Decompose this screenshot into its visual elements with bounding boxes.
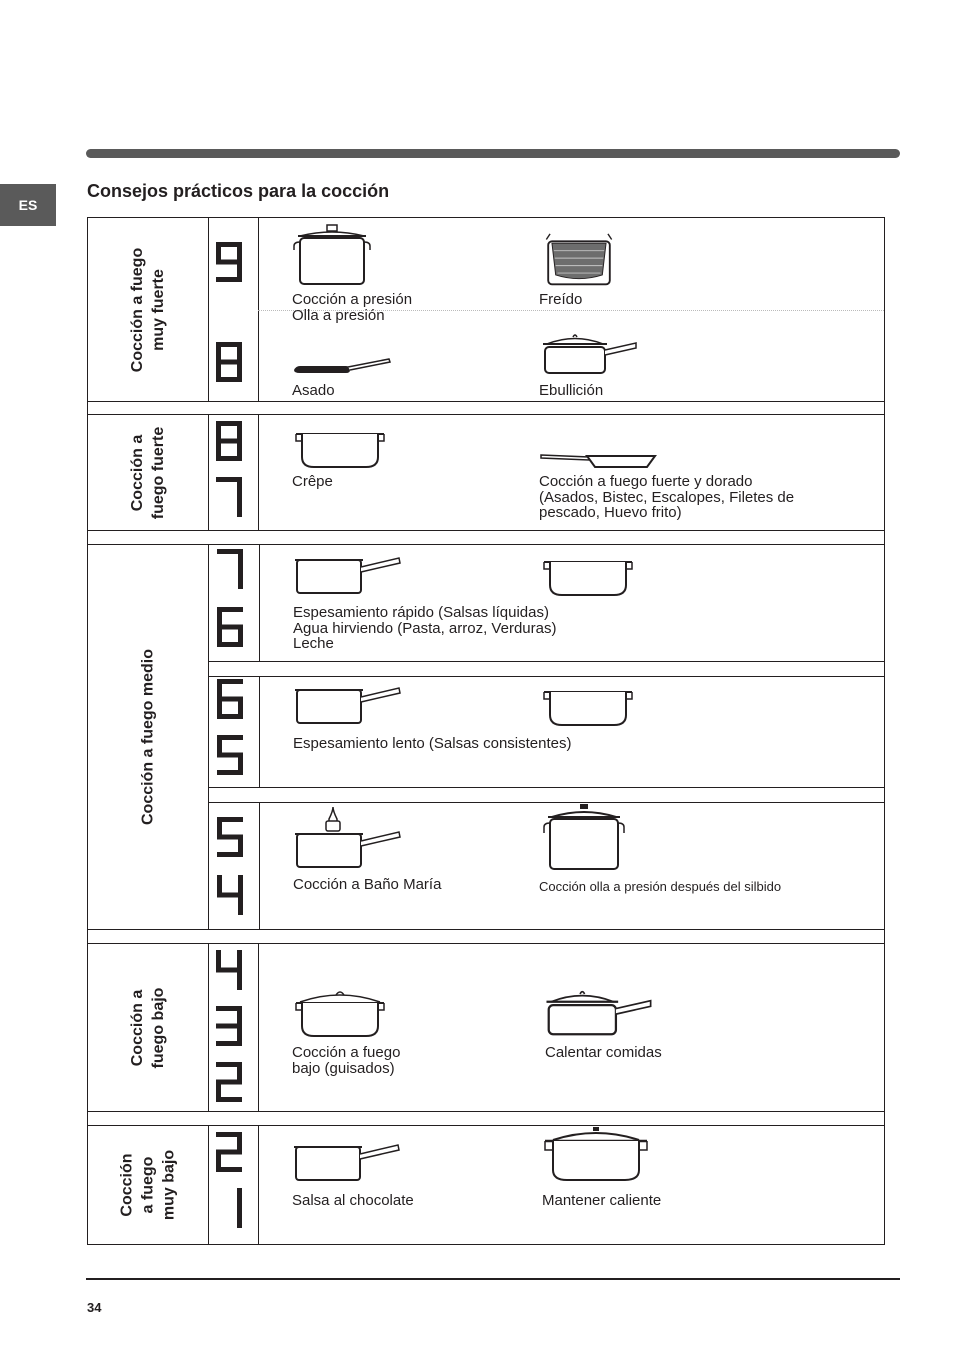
language-tab: ES	[0, 184, 56, 226]
page-number: 34	[87, 1300, 102, 1315]
power-indicator-column	[208, 415, 259, 530]
power-digit	[216, 1006, 250, 1046]
power-digit	[217, 549, 251, 589]
footer-rule	[86, 1278, 900, 1280]
item-caption: Cocción olla a presión después del silbido	[539, 879, 782, 894]
item-caption: Mantener caliente	[542, 1192, 662, 1209]
section-gap	[295, 787, 885, 801]
section-label-cell	[88, 944, 209, 1111]
subsection-6-5	[208, 676, 884, 788]
saucepan-icon	[292, 1142, 402, 1184]
power-digit	[217, 875, 251, 915]
power-digit	[216, 1062, 250, 1102]
subsection-5-4	[208, 802, 884, 930]
section-medium-heat	[87, 544, 885, 930]
section-high-heat	[87, 414, 885, 531]
power-digit	[217, 817, 251, 857]
item-caption: Espesamiento rápido (Salsas líquidas) Agua hirviendo (Pasta, arroz, Verduras) Leche	[293, 604, 557, 652]
section-very-high-heat	[87, 217, 885, 402]
section-gap	[87, 1111, 885, 1126]
item-caption: Ebullición	[539, 382, 604, 399]
power-digit	[216, 1188, 250, 1228]
casserole-icon	[292, 988, 388, 1040]
grill-pan-icon	[292, 356, 392, 376]
saucepan-with-lid-icon	[542, 988, 654, 1038]
header-rule	[86, 149, 900, 158]
casserole-icon	[540, 557, 636, 599]
section-gap	[87, 530, 885, 544]
section-label-cell	[88, 545, 209, 929]
casserole-icon	[540, 687, 636, 729]
section-label: Cocción a fuego muy bajo	[118, 1149, 178, 1221]
saucepan-with-lid-icon	[539, 332, 639, 376]
section-label-cell	[88, 1126, 209, 1244]
fryer-basket-icon	[538, 232, 620, 288]
item-caption: Salsa al chocolate	[292, 1192, 414, 1209]
crepe-pan-icon	[292, 429, 388, 471]
power-digit	[216, 950, 250, 990]
stock-pot-icon	[542, 803, 626, 873]
item-caption: Freído	[539, 291, 583, 308]
power-indicator-column	[208, 218, 259, 401]
subsection-7-6	[208, 545, 884, 662]
saucepan-icon	[293, 555, 403, 597]
section-gap	[87, 401, 885, 415]
saucepan-icon	[293, 685, 403, 727]
section-gap	[87, 929, 885, 944]
section-gap	[295, 661, 885, 675]
item-caption: Cocción a fuego fuerte y dorado (Asados, Bistec, Escalopes, Filetes de pescado, Huevo frito)	[539, 473, 795, 521]
item-caption: Crêpe	[292, 473, 333, 490]
power-digit	[216, 242, 250, 282]
section-label: Cocción a fuego fuerte	[129, 426, 167, 519]
item-caption: Cocción a fuego bajo (guisados)	[292, 1044, 401, 1077]
bain-marie-icon	[293, 805, 403, 871]
section-low-heat	[87, 943, 885, 1112]
power-digit	[217, 607, 251, 647]
pressure-cooker-icon	[292, 224, 372, 288]
page-title: Consejos prácticos para la cocción	[87, 181, 390, 201]
item-caption: Espesamiento lento (Salsas consistentes)	[293, 735, 572, 752]
frying-pan-icon	[539, 451, 659, 471]
section-label: Cocción a fuego bajo	[129, 987, 167, 1068]
section-label: Cocción a fuego medio	[139, 648, 157, 826]
power-digit	[216, 421, 250, 461]
power-digit	[216, 477, 250, 517]
power-indicator-column	[208, 944, 259, 1111]
power-digit	[217, 735, 251, 775]
item-caption: Calentar comidas	[545, 1044, 662, 1061]
item-caption: Cocción a presión Olla a presión	[292, 291, 413, 324]
section-label-cell	[88, 415, 209, 530]
section-label: Cocción a fuego muy fuerte	[129, 247, 167, 372]
power-digit	[217, 679, 251, 719]
power-indicator-column	[208, 1126, 259, 1244]
power-digit	[216, 342, 250, 382]
stock-pot-icon	[541, 1126, 651, 1184]
section-very-low-heat	[87, 1125, 885, 1245]
item-caption: Asado	[292, 382, 335, 399]
power-digit	[216, 1132, 250, 1172]
item-caption: Cocción a Baño María	[293, 876, 442, 893]
section-label-cell	[88, 218, 209, 401]
